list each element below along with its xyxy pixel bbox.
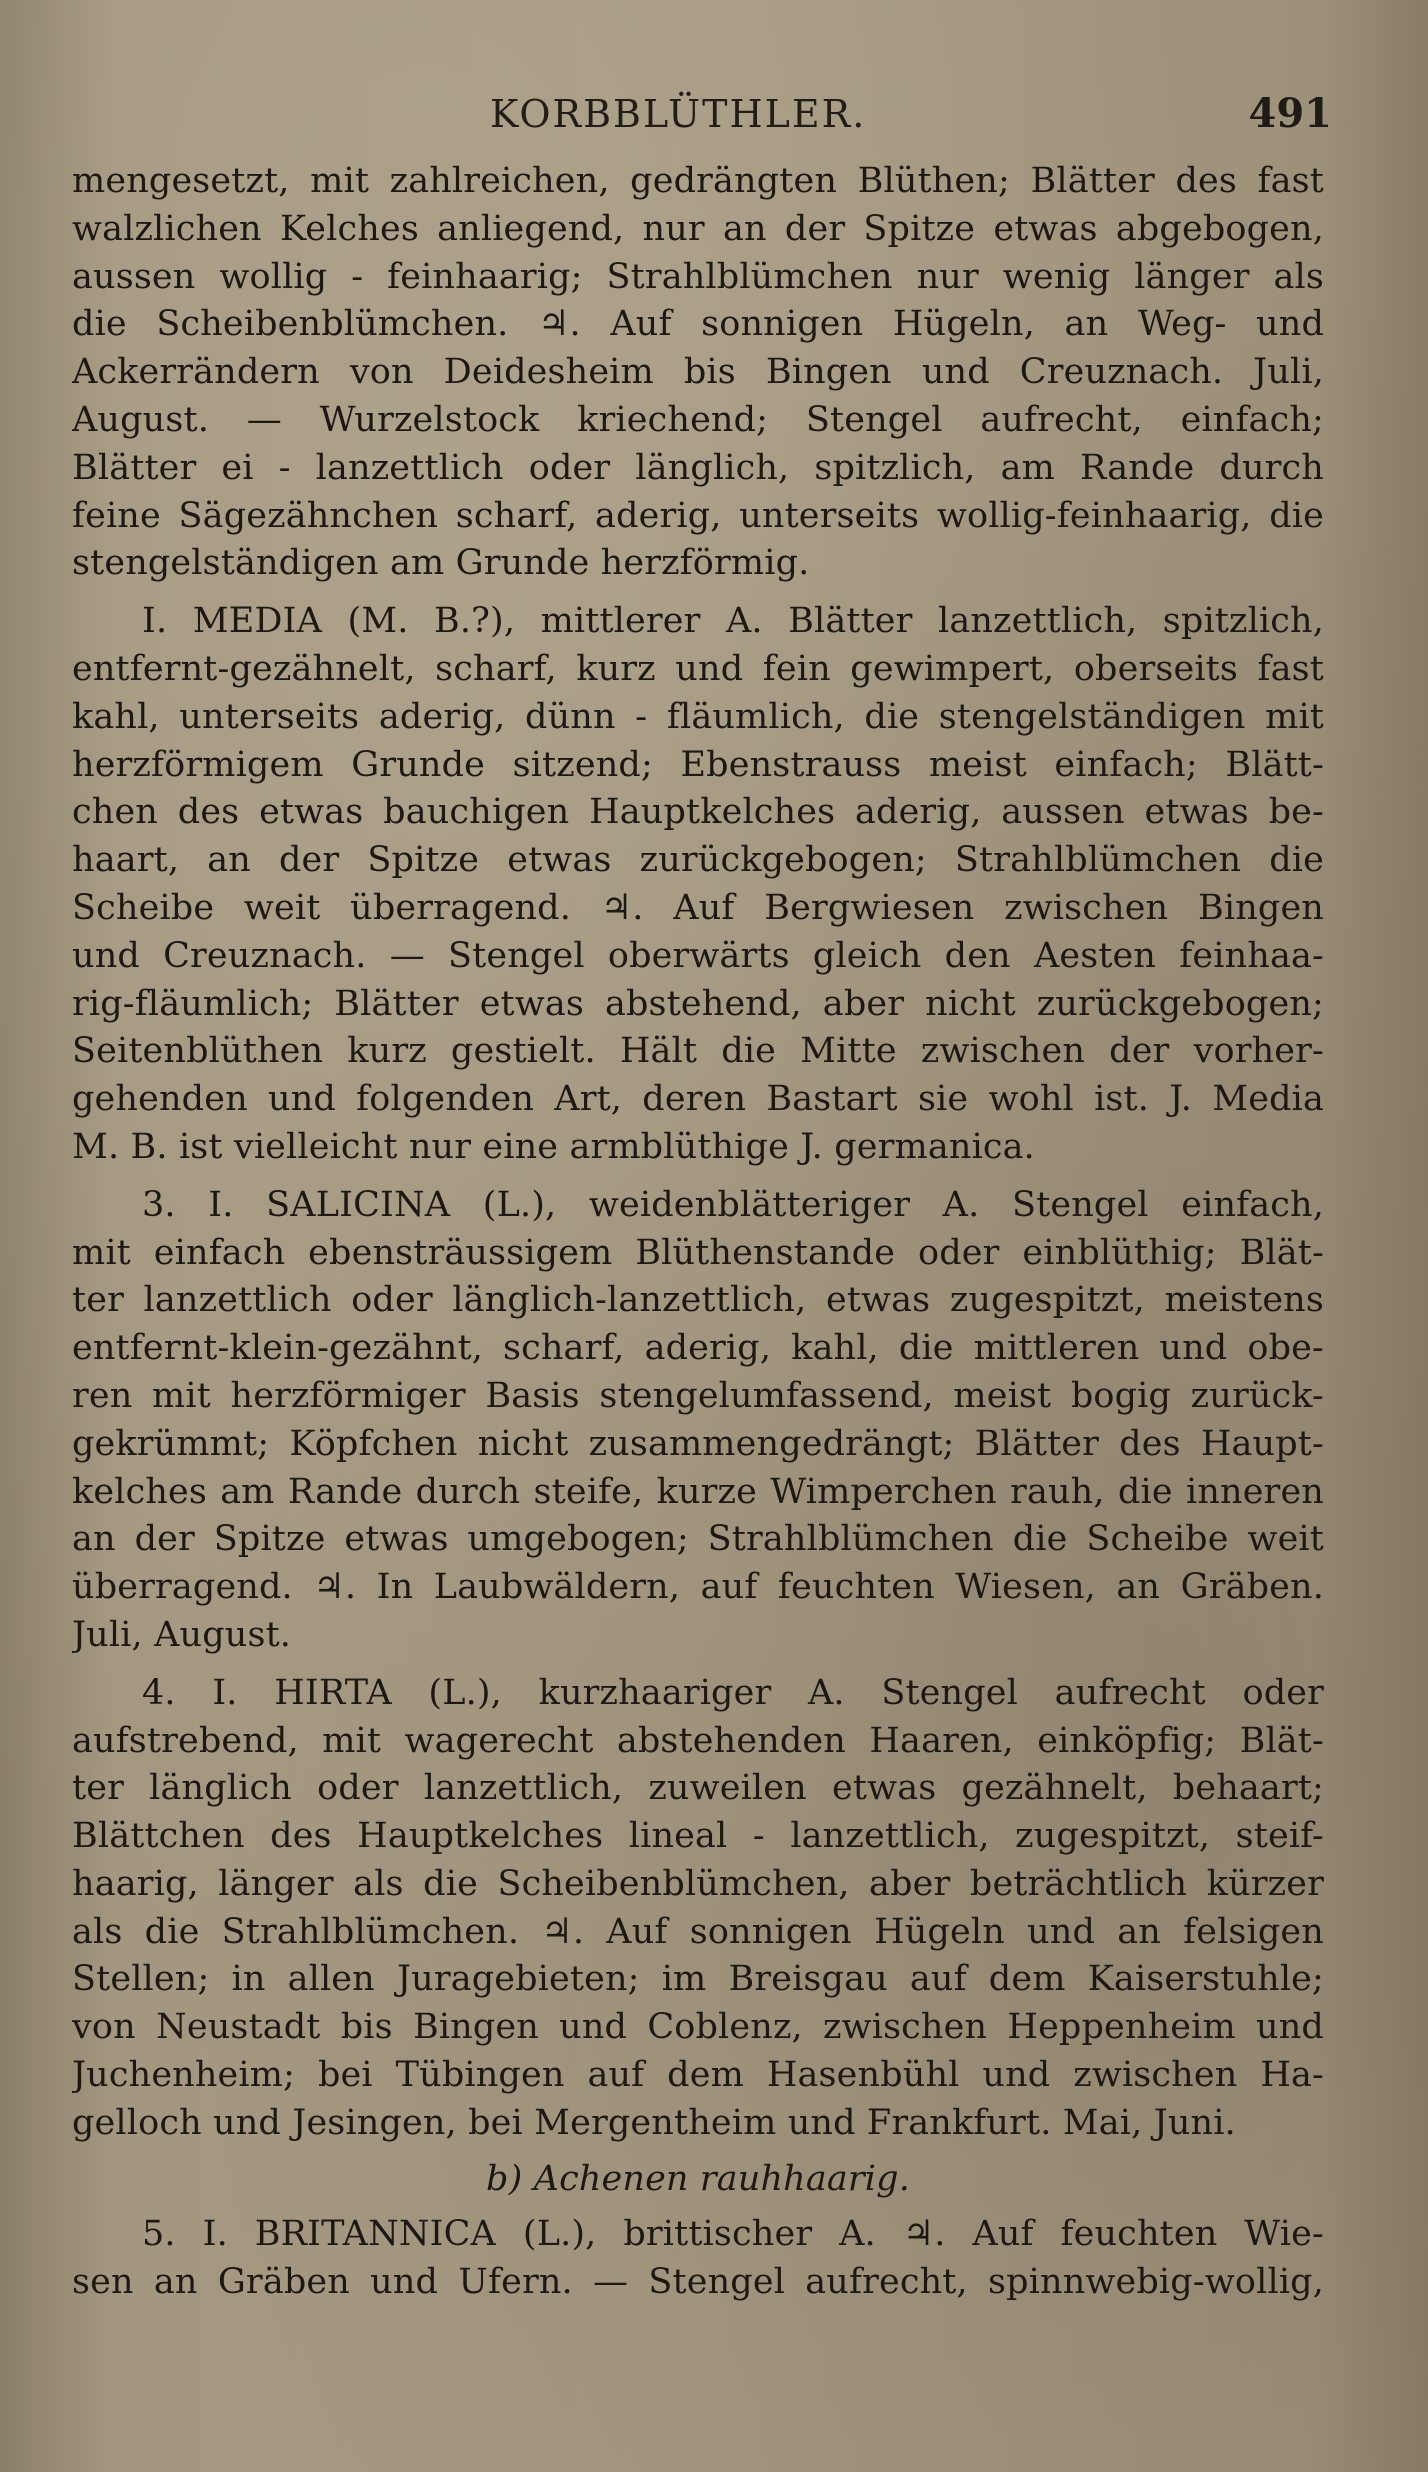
text-line: Scheibe weit überragend. ♃. Auf Bergwiesen zwischen Bingen — [72, 887, 1324, 928]
text-line: Seitenblüthen kurz gestielt. Hält die Mitte zwischen der vorher- — [72, 1031, 1324, 1072]
text-line: und Creuznach. — Stengel oberwärts gleich den Aesten feinhaa- — [72, 935, 1324, 976]
text-line: mit einfach ebensträussigem Blüthenstande oder einblüthig; Blät- — [72, 1232, 1324, 1273]
text-line: M. B. ist vielleicht nur eine armblüthige J. germanica. — [72, 1126, 1035, 1167]
text-line: haarig, länger als die Scheibenblümchen, aber beträchtlich kürzer — [72, 1863, 1324, 1904]
text-line: aufstrebend, mit wagerecht abstehenden Haaren, einköpfig; Blät- — [72, 1720, 1324, 1761]
section-heading: b) Achenen rauhhaarig. — [486, 2158, 910, 2199]
species-entry-salicina: 3. I. SALICINA (L.), weidenblätteriger A. Stengel einfach, — [142, 1184, 1324, 1225]
text-line: ter länglich oder lanzettlich, zuweilen etwas gezähnelt, behaart; — [72, 1768, 1324, 1809]
text-line: Stellen; in allen Juragebieten; im Breisgau auf dem Kaiserstuhle; — [72, 1959, 1324, 2000]
page-number: 491 — [1248, 90, 1332, 137]
text-line: entfernt-gezähnelt, scharf, kurz und fein gewimpert, oberseits fast — [72, 648, 1324, 689]
text-line: kelches am Rande durch steife, kurze Wimperchen rauh, die inneren — [72, 1471, 1324, 1512]
text-line: Juli, August. — [72, 1614, 292, 1655]
text-line: sen an Gräben und Ufern. — Stengel aufrecht, spinnwebig-wollig, — [72, 2262, 1324, 2303]
text-line: von Neustadt bis Bingen und Coblenz, zwischen Heppenheim und — [72, 2007, 1324, 2048]
text-line: entfernt-klein-gezähnt, scharf, aderig, kahl, die mittleren und obe- — [72, 1328, 1324, 1369]
running-head — [72, 88, 1332, 158]
text-line: rig-fläumlich; Blätter etwas abstehend, aber nicht zurückgebogen; — [72, 983, 1324, 1024]
species-entry-britannica: 5. I. BRITANNICA (L.), brittischer A. ♃. Auf feuchten Wie- — [142, 2214, 1324, 2255]
species-entry-hirta: 4. I. HIRTA (L.), kurzhaariger A. Stengel aufrecht oder — [142, 1672, 1324, 1713]
text-line: Juchenheim; bei Tübingen auf dem Hasenbühl und zwischen Ha- — [72, 2055, 1324, 2096]
running-title: KORBBLÜTHLER. — [490, 92, 867, 136]
text-line: als die Strahlblümchen. ♃. Auf sonnigen Hügeln und an felsigen — [72, 1911, 1324, 1952]
book-page — [72, 88, 1332, 2307]
text-line: haart, an der Spitze etwas zurückgebogen; Strahlblümchen die — [72, 840, 1324, 881]
body-text — [72, 158, 1324, 2307]
text-line: kahl, unterseits aderig, dünn - fläumlich, die stengelständigen mit — [72, 696, 1324, 737]
text-line: walzlichen Kelches anliegend, nur an der Spitze etwas abgebogen, — [72, 208, 1324, 249]
text-line: gelloch und Jesingen, bei Mergentheim und Frankfurt. Mai, Juni. — [72, 2102, 1236, 2143]
text-line: herzförmigem Grunde sitzend; Ebenstrauss meist einfach; Blätt- — [72, 744, 1324, 785]
text-line: Ackerrändern von Deidesheim bis Bingen und Creuznach. Juli, — [72, 352, 1324, 393]
species-entry-media: I. MEDIA (M. B.?), mittlerer A. Blätter lanzettlich, spitzlich, — [142, 601, 1324, 642]
text-line: an der Spitze etwas umgebogen; Strahlblümchen die Scheibe weit — [72, 1519, 1324, 1560]
text-line: feine Sägezähnchen scharf, aderig, unterseits wollig-feinhaarig, die — [72, 495, 1324, 536]
text-line: gehenden und folgenden Art, deren Bastart sie wohl ist. J. Media — [72, 1079, 1324, 1120]
text-line: aussen wollig - feinhaarig; Strahlblümchen nur wenig länger als — [72, 256, 1324, 297]
text-line: überragend. ♃. In Laubwäldern, auf feuchten Wiesen, an Gräben. — [72, 1567, 1324, 1608]
text-line: gekrümmt; Köpfchen nicht zusammengedrängt; Blätter des Haupt- — [72, 1423, 1324, 1464]
text-line: ren mit herzförmiger Basis stengelumfassend, meist bogig zurück- — [72, 1375, 1324, 1416]
text-line: Blättchen des Hauptkelches lineal - lanzettlich, zugespitzt, steif- — [72, 1816, 1324, 1857]
text-line: die Scheibenblümchen. ♃. Auf sonnigen Hügeln, an Weg- und — [72, 304, 1324, 345]
text-line: August. — Wurzelstock kriechend; Stengel aufrecht, einfach; — [72, 399, 1324, 440]
text-line: ter lanzettlich oder länglich-lanzettlich, etwas zugespitzt, meistens — [72, 1280, 1324, 1321]
text-line: Blätter ei - lanzettlich oder länglich, spitzlich, am Rande durch — [72, 447, 1324, 488]
text-line: stengelständigen am Grunde herzförmig. — [72, 543, 810, 584]
text-line: chen des etwas bauchigen Hauptkelches aderig, aussen etwas be- — [72, 792, 1324, 833]
text-line: mengesetzt, mit zahlreichen, gedrängten Blüthen; Blätter des fast — [72, 161, 1324, 201]
